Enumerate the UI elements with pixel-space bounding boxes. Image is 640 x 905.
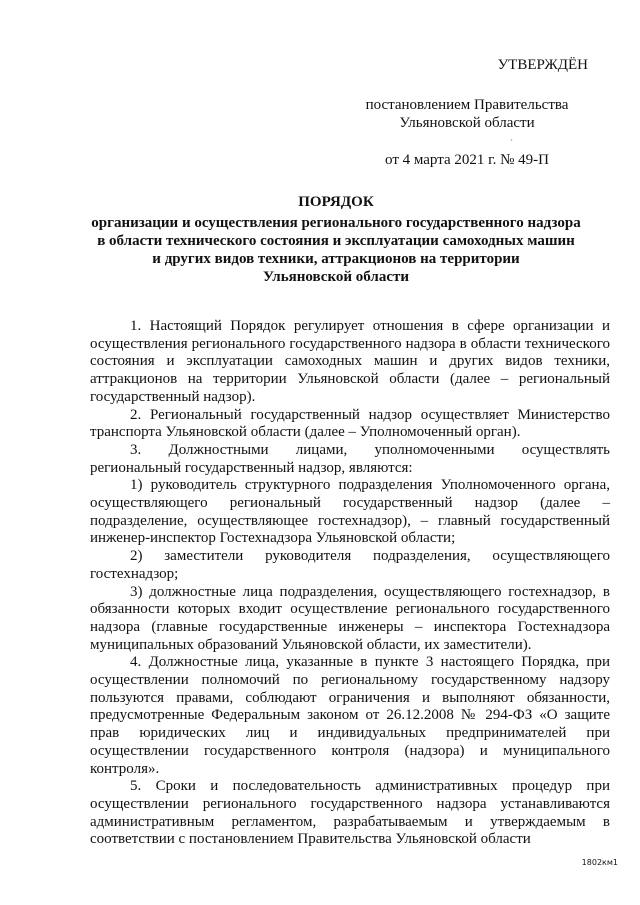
approval-line-2: Ульяновской области — [399, 115, 535, 131]
title-line-4: Ульяновской области — [262, 269, 410, 285]
approval-stamp: УТВЕРЖДЁН — [497, 57, 588, 73]
paragraph-5: 5. Сроки и последовательность административных процедур при осуществлении регионального государственного надзора устанавливаются административным регламентом, разрабатываемым и утверждаемым в соответствии с постановлением Правительства Ульяновской области — [90, 778, 610, 848]
paragraph-3-item-2: 2) заместители руководителя подразделения, осуществляющего гостехнадзор; — [90, 548, 610, 582]
paragraph-1: 1. Настоящий Порядок регулирует отношения в сфере организации и осуществления регионального государственного надзора в области технического состояния и эксплуатации самоходных машин и других видов техники, аттракционов на территории Ульяновской области (далее – региональный государственный надзор). — [90, 318, 610, 405]
title-line-2: в области технического состояния и эксплуатации самоходных машин — [97, 233, 575, 249]
paragraph-4: 4. Должностные лица, указанные в пункте 3 настоящего Порядка, при осуществлении полномочий по региональному государственному надзору пользуются правами, соблюдают ограничения и выполняют обязанности, предусмотренные Федеральным законом от 26.12.2008 № 294-ФЗ «О защите прав юридических лиц и индивидуальных предпринимателей при осуществлении государственного контроля (надзора) и муниципального контроля». — [90, 654, 610, 777]
footer-mark: 1802км1 — [581, 858, 618, 867]
paragraph-2: 2. Региональный государственный надзор осуществляет Министерство транспорта Ульяновской области (далее – Уполномоченный орган). — [90, 406, 610, 441]
paragraph-3-item-3: 3) должностные лица подразделения, осуществляющего гостехнадзор, в обязанности которых входит осуществление регионального государственного надзора (главные государственные инженеры – инспектора Гостехнадзора муниципальных образований Ульяновской области, их заместители). — [90, 583, 610, 653]
title-line-1: организации и осуществления регионального государственного надзора — [91, 215, 581, 231]
approval-date: от 4 марта 2021 г. № 49-П — [385, 152, 549, 168]
approval-block — [342, 56, 592, 169]
approval-line-1: постановлением Правительства — [365, 97, 569, 113]
document-body — [90, 318, 610, 849]
paragraph-3-item-1: 1) руководитель структурного подразделения Уполномоченного органа, осуществляющего региональный государственный надзор (далее – подразделение, осуществляющее гостехнадзор), – главный государственный инженер-инспектор Гостехнадзора Ульяновской области; — [90, 477, 610, 547]
title-heading: ПОРЯДОК — [298, 194, 374, 210]
pen-tick-mark: ˏ — [510, 131, 513, 141]
paragraph-3: 3. Должностными лицами, уполномоченными осуществлять региональный государственный надзор, являются: — [90, 441, 610, 476]
title-line-3: и других видов техники, аттракционов на территории — [152, 251, 520, 267]
document-title — [88, 193, 584, 286]
